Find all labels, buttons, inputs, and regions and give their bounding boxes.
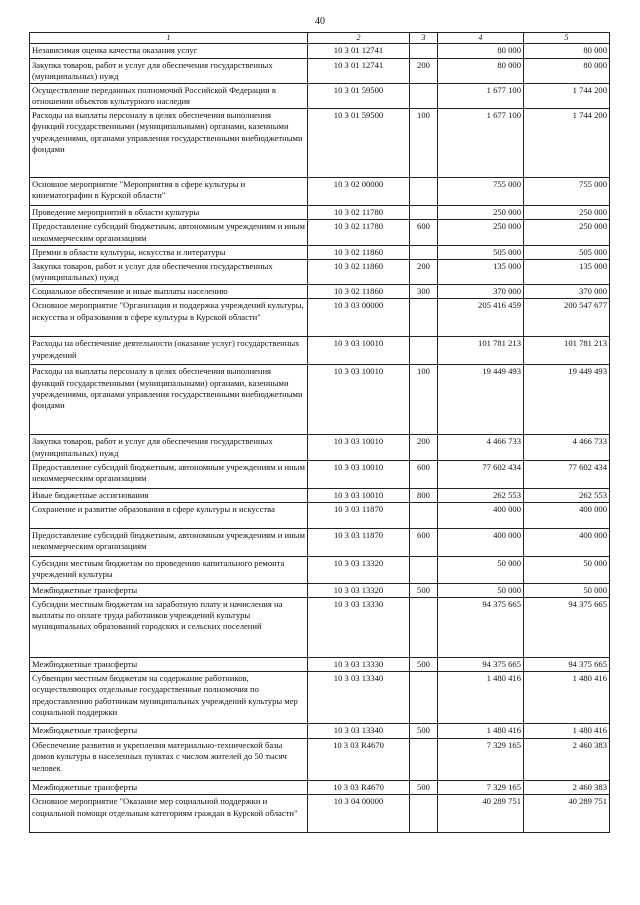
table-row <box>30 365 610 435</box>
row-expense-type-cell <box>410 556 438 583</box>
row-amount-year1-cell: 80 000 <box>438 44 524 58</box>
row-code-cell: 10 3 03 13340 <box>308 672 410 724</box>
row-expense-type-cell: 100 <box>410 365 438 435</box>
row-name-cell: Межбюджетные трансферты <box>30 583 308 597</box>
row-amount-year2-cell: 1 744 200 <box>524 83 610 108</box>
row-code-cell: 10 3 03 10010 <box>308 488 410 502</box>
row-code-cell: 10 3 03 13320 <box>308 583 410 597</box>
row-amount-year1-cell: 7 329 165 <box>438 781 524 795</box>
row-amount-year2-cell: 400 000 <box>524 502 610 528</box>
row-amount-year1-cell: 1 677 100 <box>438 83 524 108</box>
row-amount-year1-cell: 505 000 <box>438 245 524 259</box>
table-row <box>30 556 610 583</box>
table-row <box>30 488 610 502</box>
row-code-cell: 10 3 03 10010 <box>308 460 410 488</box>
row-amount-year1-cell: 1 480 416 <box>438 672 524 724</box>
column-number-2: 2 <box>308 33 410 44</box>
row-code-cell: 10 3 01 59500 <box>308 83 410 108</box>
column-number-4: 4 <box>438 33 524 44</box>
row-expense-type-cell: 200 <box>410 259 438 284</box>
budget-table <box>29 32 610 833</box>
row-amount-year2-cell: 2 460 383 <box>524 781 610 795</box>
row-name-cell: Закупка товаров, работ и услуг для обеспечения государственных (муниципальных) нужд <box>30 435 308 460</box>
row-amount-year2-cell: 19 449 493 <box>524 365 610 435</box>
row-code-cell: 10 3 02 11860 <box>308 259 410 284</box>
row-amount-year2-cell: 94 375 665 <box>524 658 610 672</box>
row-name-cell: Основное мероприятие "Мероприятия в сфере культуры и кинематографии в Курской области" <box>30 178 308 206</box>
table-row <box>30 337 610 365</box>
row-expense-type-cell <box>410 337 438 365</box>
row-name-cell: Осуществление переданных полномочий Российской Федерации в отношении объектов культурного наследия <box>30 83 308 108</box>
row-amount-year1-cell: 205 416 459 <box>438 299 524 337</box>
row-name-cell: Основное мероприятие "Организация и поддержка учреждений культуры, искусства и образования в сфере культуры в Курской области" <box>30 299 308 337</box>
row-name-cell: Обеспечение развития и укрепления материально-технической базы домов культуры в населенных пунктах с числом жителей до 50 тысяч человек <box>30 739 308 781</box>
row-code-cell: 10 3 03 11870 <box>308 502 410 528</box>
row-code-cell: 10 3 03 R4670 <box>308 781 410 795</box>
row-expense-type-cell <box>410 795 438 833</box>
table-row <box>30 178 610 206</box>
row-expense-type-cell: 800 <box>410 488 438 502</box>
row-amount-year2-cell: 250 000 <box>524 220 610 245</box>
row-name-cell: Премии в области культуры, искусства и литературы <box>30 245 308 259</box>
row-code-cell: 10 3 02 11860 <box>308 285 410 299</box>
row-name-cell: Иные бюджетные ассигнования <box>30 488 308 502</box>
row-expense-type-cell: 500 <box>410 658 438 672</box>
table-row <box>30 598 610 658</box>
row-expense-type-cell <box>410 44 438 58</box>
row-amount-year1-cell: 1 480 416 <box>438 724 524 739</box>
row-expense-type-cell: 500 <box>410 583 438 597</box>
row-name-cell: Предоставление субсидий бюджетным, автономным учреждениям и иным некоммерческим организациям <box>30 220 308 245</box>
row-name-cell: Расходы на выплаты персоналу в целях обеспечения выполнения функций государственными (муниципальными) органами, казенными учреждениями, органами управления государственными внебюджетными фондами <box>30 365 308 435</box>
row-amount-year1-cell: 250 000 <box>438 206 524 220</box>
row-code-cell: 10 3 02 11860 <box>308 245 410 259</box>
row-amount-year1-cell: 80 000 <box>438 58 524 83</box>
table-row <box>30 583 610 597</box>
row-name-cell: Расходы на выплаты персоналу в целях обеспечения выполнения функций государственными (муниципальными) органами, казенными учреждениями, органами управления государственными внебюджетными фондами <box>30 109 308 178</box>
table-row <box>30 658 610 672</box>
row-expense-type-cell: 200 <box>410 58 438 83</box>
page-number: 40 <box>315 16 325 27</box>
row-expense-type-cell <box>410 502 438 528</box>
row-amount-year2-cell: 2 460 383 <box>524 739 610 781</box>
row-amount-year2-cell: 400 000 <box>524 528 610 556</box>
row-amount-year2-cell: 1 480 416 <box>524 672 610 724</box>
row-amount-year2-cell: 1 744 200 <box>524 109 610 178</box>
column-number-5: 5 <box>524 33 610 44</box>
row-amount-year2-cell: 135 000 <box>524 259 610 284</box>
row-code-cell: 10 3 03 13330 <box>308 658 410 672</box>
row-amount-year1-cell: 40 289 751 <box>438 795 524 833</box>
row-amount-year1-cell: 262 553 <box>438 488 524 502</box>
row-amount-year1-cell: 101 781 213 <box>438 337 524 365</box>
row-amount-year1-cell: 250 000 <box>438 220 524 245</box>
column-number-row <box>30 33 610 44</box>
row-code-cell: 10 3 03 10010 <box>308 337 410 365</box>
row-amount-year1-cell: 7 329 165 <box>438 739 524 781</box>
row-expense-type-cell <box>410 245 438 259</box>
row-amount-year1-cell: 1 677 100 <box>438 109 524 178</box>
row-amount-year2-cell: 370 000 <box>524 285 610 299</box>
row-code-cell: 10 3 01 59500 <box>308 109 410 178</box>
row-name-cell: Межбюджетные трансферты <box>30 781 308 795</box>
table-row <box>30 739 610 781</box>
row-code-cell: 10 3 02 00000 <box>308 178 410 206</box>
row-code-cell: 10 3 03 R4670 <box>308 739 410 781</box>
row-expense-type-cell <box>410 739 438 781</box>
row-expense-type-cell: 500 <box>410 781 438 795</box>
table-row <box>30 83 610 108</box>
row-name-cell: Субсидии местным бюджетам на заработную плату и начисления на выплаты по оплате труда работников учреждений культуры муниципальных образований городских и сельских поселений <box>30 598 308 658</box>
row-amount-year1-cell: 94 375 665 <box>438 658 524 672</box>
row-name-cell: Предоставление субсидий бюджетным, автономным учреждениям и иным некоммерческим организациям <box>30 528 308 556</box>
row-code-cell: 10 3 03 00000 <box>308 299 410 337</box>
row-name-cell: Предоставление субсидий бюджетным, автономным учреждениям и иным некоммерческим организациям <box>30 460 308 488</box>
row-code-cell: 10 3 02 11780 <box>308 206 410 220</box>
row-expense-type-cell <box>410 598 438 658</box>
table-row <box>30 259 610 284</box>
table-row <box>30 299 610 337</box>
row-amount-year2-cell: 80 000 <box>524 44 610 58</box>
table-row <box>30 795 610 833</box>
table-row <box>30 435 610 460</box>
table-row <box>30 672 610 724</box>
row-code-cell: 10 3 03 10010 <box>308 365 410 435</box>
row-expense-type-cell: 300 <box>410 285 438 299</box>
row-amount-year1-cell: 400 000 <box>438 528 524 556</box>
table-row <box>30 109 610 178</box>
row-code-cell: 10 3 02 11780 <box>308 220 410 245</box>
column-number-3: 3 <box>410 33 438 44</box>
row-name-cell: Расходы на обеспечение деятельности (оказание услуг) государственных учреждений <box>30 337 308 365</box>
row-expense-type-cell: 200 <box>410 435 438 460</box>
row-amount-year1-cell: 50 000 <box>438 556 524 583</box>
row-name-cell: Проведение мероприятий в области культуры <box>30 206 308 220</box>
row-expense-type-cell <box>410 672 438 724</box>
table-row <box>30 285 610 299</box>
row-amount-year2-cell: 250 000 <box>524 206 610 220</box>
row-name-cell: Субсидии местным бюджетам по проведению капитального ремонта учреждений культуры <box>30 556 308 583</box>
row-code-cell: 10 3 03 13330 <box>308 598 410 658</box>
table-row <box>30 528 610 556</box>
row-name-cell: Закупка товаров, работ и услуг для обеспечения государственных (муниципальных) нужд <box>30 58 308 83</box>
row-amount-year2-cell: 40 289 751 <box>524 795 610 833</box>
row-amount-year2-cell: 200 547 677 <box>524 299 610 337</box>
row-code-cell: 10 3 04 00000 <box>308 795 410 833</box>
row-amount-year2-cell: 505 000 <box>524 245 610 259</box>
row-amount-year1-cell: 135 000 <box>438 259 524 284</box>
row-name-cell: Сохранение и развитие образования в сфере культуры и искусства <box>30 502 308 528</box>
row-expense-type-cell <box>410 206 438 220</box>
row-amount-year2-cell: 80 000 <box>524 58 610 83</box>
row-amount-year1-cell: 94 375 665 <box>438 598 524 658</box>
row-expense-type-cell <box>410 83 438 108</box>
row-amount-year1-cell: 400 000 <box>438 502 524 528</box>
row-amount-year2-cell: 1 480 416 <box>524 724 610 739</box>
row-name-cell: Независимая оценка качества оказания услуг <box>30 44 308 58</box>
row-name-cell: Основное мероприятие "Оказание мер социальной поддержки и социальной помощи отдельным категориям граждан в Курской области" <box>30 795 308 833</box>
row-amount-year1-cell: 4 466 733 <box>438 435 524 460</box>
row-amount-year2-cell: 262 553 <box>524 488 610 502</box>
row-name-cell: Межбюджетные трансферты <box>30 724 308 739</box>
row-amount-year2-cell: 50 000 <box>524 583 610 597</box>
table-body <box>30 44 610 833</box>
row-name-cell: Социальное обеспечение и иные выплаты населению <box>30 285 308 299</box>
row-name-cell: Закупка товаров, работ и услуг для обеспечения государственных (муниципальных) нужд <box>30 259 308 284</box>
row-code-cell: 10 3 03 13340 <box>308 724 410 739</box>
row-amount-year2-cell: 4 466 733 <box>524 435 610 460</box>
row-amount-year2-cell: 755 000 <box>524 178 610 206</box>
row-name-cell: Межбюджетные трансферты <box>30 658 308 672</box>
table-row <box>30 58 610 83</box>
row-amount-year1-cell: 50 000 <box>438 583 524 597</box>
table-row <box>30 502 610 528</box>
row-amount-year2-cell: 77 602 434 <box>524 460 610 488</box>
row-code-cell: 10 3 03 10010 <box>308 435 410 460</box>
table-row <box>30 460 610 488</box>
table-row <box>30 44 610 58</box>
row-expense-type-cell: 100 <box>410 109 438 178</box>
row-expense-type-cell <box>410 299 438 337</box>
row-expense-type-cell: 600 <box>410 220 438 245</box>
row-expense-type-cell: 500 <box>410 724 438 739</box>
column-number-1: 1 <box>30 33 308 44</box>
row-name-cell: Субвенции местным бюджетам на содержание работников, осуществляющих отдельные государственные полномочия по предоставлению работникам муниципальных учреждений культуры мер социальной поддержки <box>30 672 308 724</box>
row-code-cell: 10 3 03 13320 <box>308 556 410 583</box>
table-row <box>30 220 610 245</box>
row-expense-type-cell: 600 <box>410 460 438 488</box>
row-amount-year1-cell: 77 602 434 <box>438 460 524 488</box>
table-row <box>30 206 610 220</box>
row-expense-type-cell: 600 <box>410 528 438 556</box>
row-amount-year1-cell: 19 449 493 <box>438 365 524 435</box>
row-amount-year1-cell: 755 000 <box>438 178 524 206</box>
row-amount-year2-cell: 50 000 <box>524 556 610 583</box>
row-amount-year2-cell: 94 375 665 <box>524 598 610 658</box>
table-row <box>30 781 610 795</box>
table-row <box>30 724 610 739</box>
row-code-cell: 10 3 01 12741 <box>308 58 410 83</box>
row-expense-type-cell <box>410 178 438 206</box>
row-amount-year2-cell: 101 781 213 <box>524 337 610 365</box>
table-row <box>30 245 610 259</box>
row-code-cell: 10 3 01 12741 <box>308 44 410 58</box>
row-code-cell: 10 3 03 11870 <box>308 528 410 556</box>
row-amount-year1-cell: 370 000 <box>438 285 524 299</box>
